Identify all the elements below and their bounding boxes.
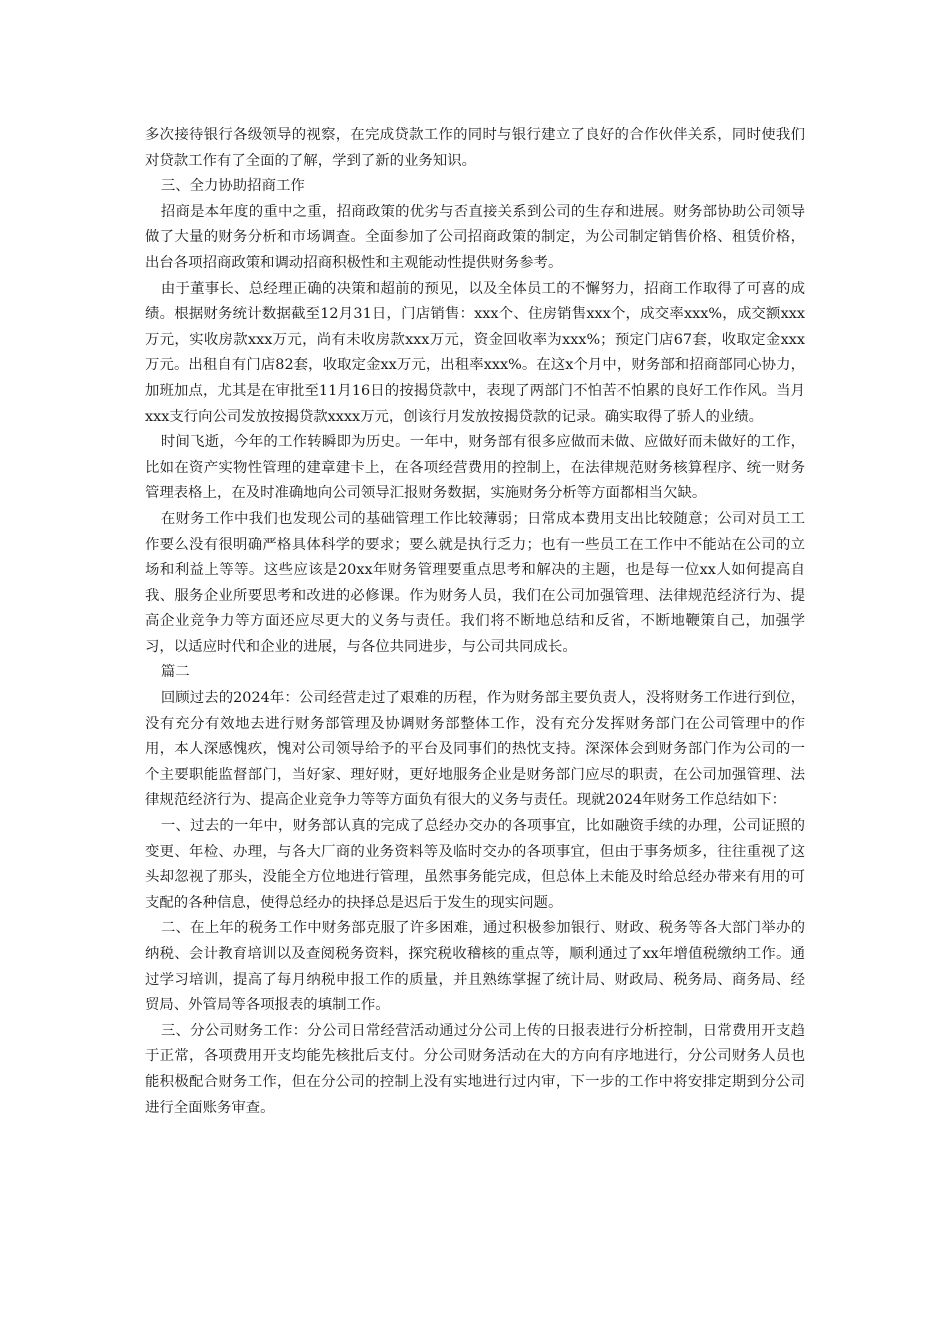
- paragraph-investment-policy: 招商是本年度的重中之重，招商政策的优劣与否直接关系到公司的生存和进展。财务部协助公司领导做了大量的财务分析和市场调查。全面参加了公司招商政策的制定，为公司制定销售价格、租赁价格，出台各项招商政策和调动招商积极性和主观能动性提供财务参考。: [145, 203, 805, 271]
- paragraph-shortcomings: 时间飞逝，今年的工作转瞬即为历史。一年中，财务部有很多应做而未做、应做好而未做好的工作，比如在资产实物性管理的建章建卡上，在各项经营费用的控制上，在法律规范财务核算程序、统一财务管理表格上，在及时准确地向公司领导汇报财务数据，实施财务分析等方面都相当欠缺。: [145, 434, 805, 502]
- paragraph-investment-results: 由于董事长、总经理正确的决策和超前的预见，以及全体员工的不懈努力，招商工作取得了可喜的成绩。根据财务统计数据截至12月31日，门店销售：xxx个、住房销售xxx个，成交率xxx%，成交额xxx万元，实收房款xxx万元，尚有未收房款xxx万元，资金回收率为xxx%；预定门店67套，收取定金xxx万元。出租自有门店82套，收取定金xx万元，出租率xxx%。在这x个月中，财务部和招商部同心协力，加班加点，尤其是在审批至11月16日的按揭贷款中，表现了两部门不怕苦不怕累的良好工作作风。当月xxx支行向公司发放按揭贷款xxxx万元，创该行月发放按揭贷款的记录。确实取得了骄人的业绩。: [145, 280, 805, 425]
- section-heading-investment: 三、全力协助招商工作: [160, 178, 305, 195]
- paragraph-continuation: 多次接待银行各级领导的视察，在完成贷款工作的同时与银行建立了良好的合作伙伴关系，同时使我们对贷款工作有了全面的了解，学到了新的业务知识。: [145, 127, 805, 169]
- paragraph-item-three: 三、分公司财务工作：分公司日常经营活动通过分公司上传的日报表进行分析控制，日常费用开支趋于正常，各项费用开支均能先核批后支付。分公司财务活动在大的方向有序地进行，分公司财务人员也能积极配合财务工作，但在分公司的控制上没有实地进行过内审，下一步的工作中将安排定期到分公司进行全面账务审查。: [145, 1022, 805, 1116]
- paragraph-item-two: 二、在上年的税务工作中财务部克服了许多困难，通过积极参加银行、财政、税务等各大部门举办的纳税、会计教育培训以及查阅税务资料，探究税收稽核的重点等，顺利通过了xx年增值税缴纳工作。通过学习培训，提高了每月纳税申报工作的质量，并且熟练掌握了统计局、财政局、税务局、商务局、经贸局、外管局等各项报表的填制工作。: [145, 920, 805, 1014]
- paragraph-item-one: 一、过去的一年中，财务部认真的完成了总经办交办的各项事宜，比如融资手续的办理，公司证照的变更、年检、办理，与各大厂商的业务资料等及临时交办的各项事宜，但由于事务烦多，往往重视了这头却忽视了那头，没能全方位地进行管理，虽然事务能完成，但总体上未能及时给总经办带来有用的可支配的各种信息，使得总经办的抉择总是迟后于发生的现实问题。: [145, 818, 805, 911]
- paragraph-management-issues: 在财务工作中我们也发现公司的基础管理工作比较薄弱；日常成本费用支出比较随意；公司对员工工作要么没有很明确严格具体科学的要求；要么就是执行乏力；也有一些员工在工作中不能站在公司的立场和利益上等等。这些应该是20xx年财务管理要重点思考和解决的主题，也是每一位xx人如何提高自我、服务企业所要思考和改进的必修课。作为财务人员，我们在公司加强管理、法律规范经济行为、提高企业竞争力等方面还应尽更大的义务与责任。我们将不断地总结和反省，不断地鞭策自己，加强学习，以适应时代和企业的进展，与各位共同进步，与公司共同成长。: [145, 510, 805, 655]
- section-heading-part-two: 篇二: [160, 664, 190, 681]
- document-body: [145, 123, 805, 1121]
- paragraph-year-review: 回顾过去的2024年：公司经营走过了艰难的历程，作为财务部主要负责人，没将财务工作进行到位，没有充分有效地去进行财务部管理及协调财务部整体工作，没有充分发挥财务部门在公司管理中的作用，本人深感愧疚，愧对公司领导给予的平台及同事们的热忱支持。深深体会到财务部门作为公司的一个主要职能监督部门，当好家、理好财，更好地服务企业是财务部门应尽的职责，在公司加强管理、法律规范经济行为、提高企业竞争力等等方面负有很大的义务与责任。现就2024年财务工作总结如下：: [145, 690, 805, 809]
